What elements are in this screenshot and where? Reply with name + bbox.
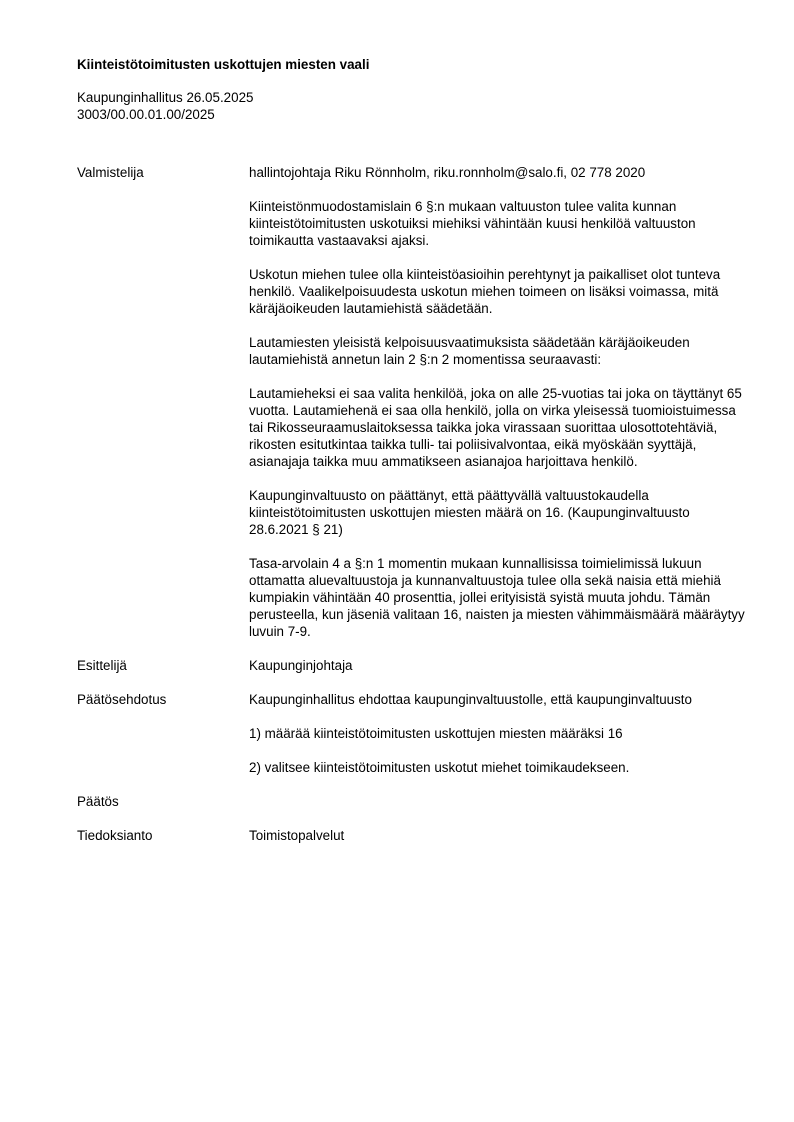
paragraph: Uskotun miehen tulee olla kiinteistöasioihin perehtynyt ja paikalliset olot tunteva henkilö. Vaalikelpoisuudesta uskotun miehen toimeen on lisäksi voimassa, mitä käräjäoikeuden lautamiehistä säädetään. [249,267,721,316]
section-label: Päätös [77,794,119,809]
notification-value: Toimistopalvelut [249,828,345,843]
paragraph: Tasa-arvolain 4 a §:n 1 momentin mukaan kunnallisissa toimielimissä lukuun ottamatta aluevaltuustoja ja kunnanvaltuustoja tulee olla sekä naisia että miehiä kumpiakin vähintään 40 prosenttia, jollei erityisistä syistä muuta johdu. Tämän perusteella, kun jäseniä valitaan 16, naisten ja miesten vähimmäismäärä määräytyy luvuin 7-9. [249,556,745,639]
section-label: Esittelijä [77,658,127,673]
paragraph: Lautamieheksi ei saa valita henkilöä, joka on alle 25-vuotias tai joka on täyttänyt 65 vuotta. Lautamiehenä ei saa olla henkilö, jolla on virka yleisessä tuomioistuimessa tai Rikosseuraamuslaitoksessa taikka joka virassaan suorittaa ulosottotehtäviä, rikosten esitutkintaa taikka tulli- tai poliisivalvontaa, eikä myöskään syyttäjä, asianajaja taikka muu ammatikseen asianajoa harjoittava henkilö. [249,386,742,469]
section-content [249,827,747,844]
section-tiedoksianto [77,827,747,844]
section-content [249,793,747,810]
section-paatosehdotus [77,691,747,776]
paragraph: Kaupunginhallitus ehdottaa kaupunginvaltuustolle, että kaupunginvaltuusto [249,692,692,707]
diary-number: 3003/00.00.01.00/2025 [77,107,215,122]
section-content [249,657,747,674]
section-paatos [77,793,747,810]
paragraph: Kaupunginvaltuusto on päättänyt, että päättyvällä valtuustokaudella kiinteistötoimitusten uskottujen miesten määrä on 16. (Kaupunginvaltuusto 28.6.2021 § 21) [249,488,690,537]
paragraph: 2) valitsee kiinteistötoimitusten uskotut miehet toimikaudekseen. [249,760,630,775]
section-valmistelija [77,164,747,640]
document-meta [77,89,747,123]
section-label: Valmistelija [77,165,144,180]
section-content [249,691,747,776]
meeting-body-date: Kaupunginhallitus 26.05.2025 [77,90,254,105]
paragraph: 1) määrää kiinteistötoimitusten uskottujen miesten määräksi 16 [249,726,623,741]
preparer-line: hallintojohtaja Riku Rönnholm, riku.ronnholm@salo.fi, 02 778 2020 [249,165,646,180]
presenter-value: Kaupunginjohtaja [249,658,353,673]
section-label: Päätösehdotus [77,692,167,707]
section-label: Tiedoksianto [77,828,153,843]
paragraph: Kiinteistönmuodostamislain 6 §:n mukaan valtuuston tulee valita kunnan kiinteistötoimitusten uskotuiksi miehiksi vähintään kuusi henkilöä valtuuston toimikautta vastaavaksi ajaksi. [249,199,696,248]
section-content [249,164,747,640]
paragraph: Lautamiesten yleisistä kelpoisuusvaatimuksista säädetään käräjäoikeuden lautamiehistä annetun lain 2 §:n 2 momentissa seuraavasti: [249,335,690,367]
section-esittelija [77,657,747,674]
document-title: Kiinteistötoimitusten uskottujen miesten vaali [77,57,370,72]
document-page [77,56,747,844]
